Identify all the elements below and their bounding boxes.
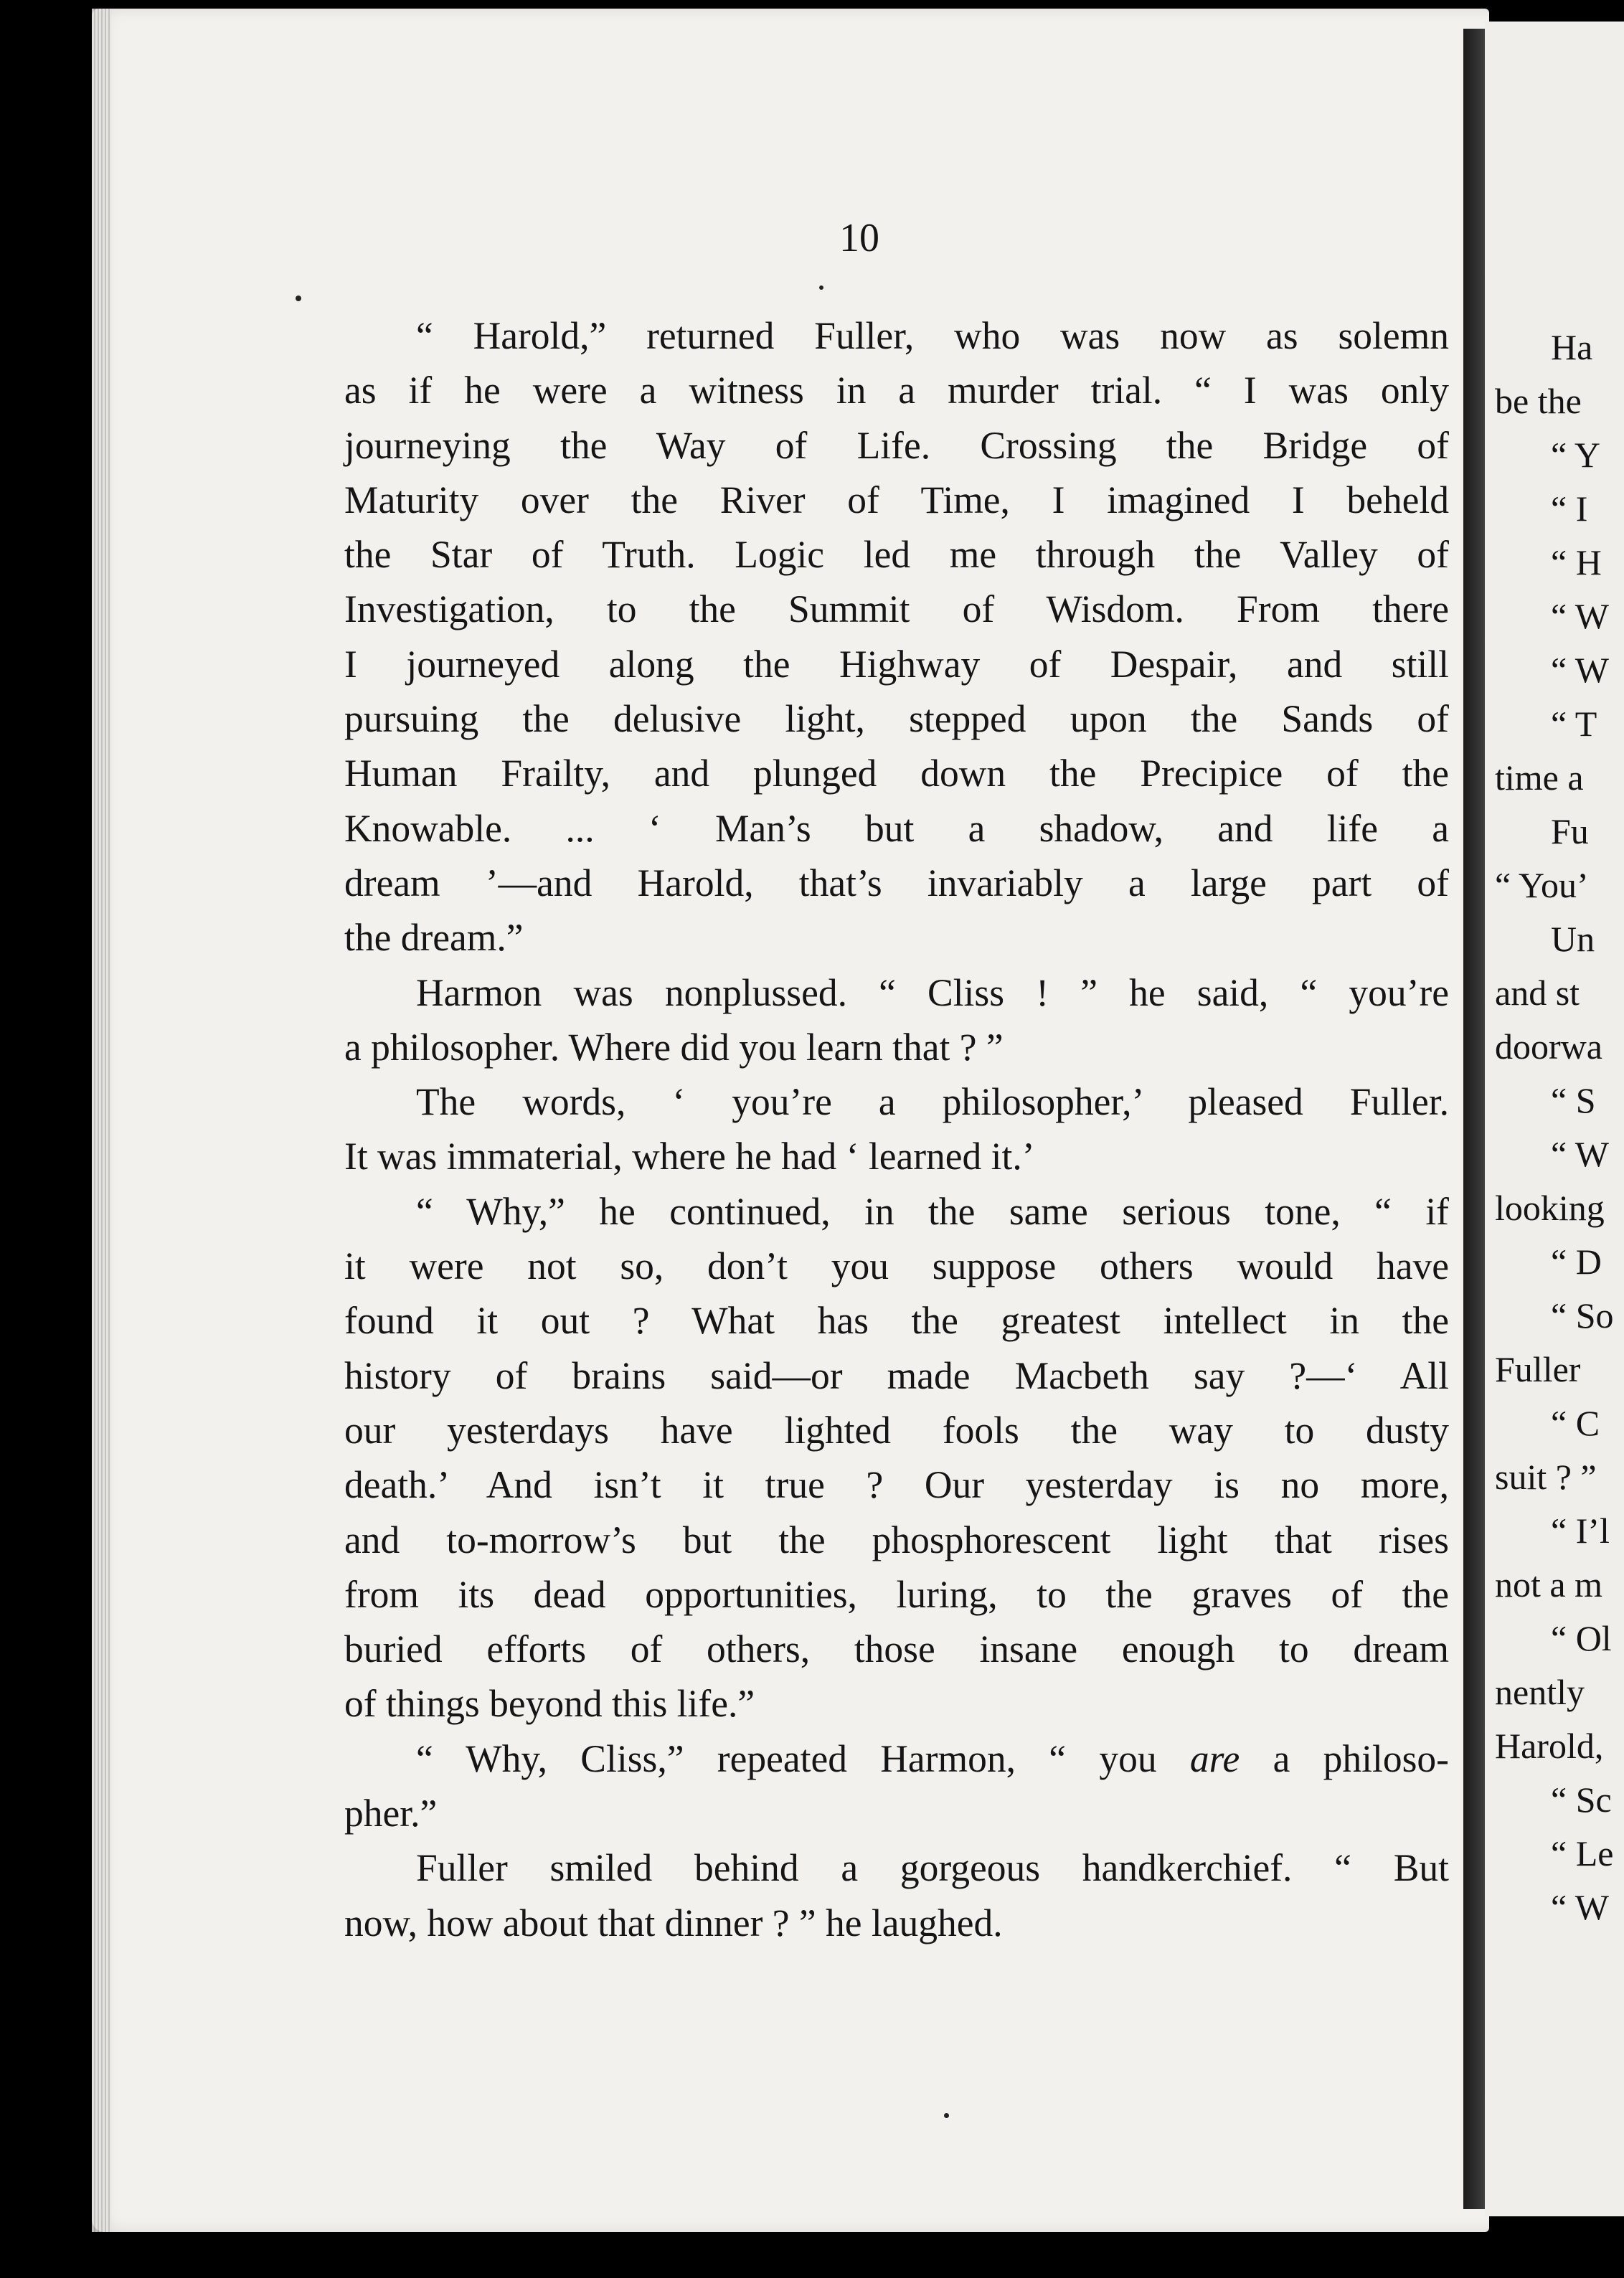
facing-page-line: “ T <box>1551 704 1597 744</box>
text-line: “ Why,” he continued, in the same serious tone, “ if <box>416 1189 1449 1233</box>
text-line: dream ’—and Harold, that’s invariably a large part of <box>344 861 1449 904</box>
text-line: Maturity over the River of Time, I imagined I beheld <box>344 478 1449 521</box>
print-speck <box>296 296 301 301</box>
facing-page-line: “ Y <box>1551 435 1600 475</box>
facing-page-line: “ I’l <box>1551 1511 1610 1551</box>
text-line: found it out ? What has the greatest intellect in the <box>344 1299 1449 1343</box>
facing-page-line: “ W <box>1551 650 1609 690</box>
text-line: from its dead opportunities, luring, to the graves of the <box>344 1572 1449 1616</box>
text-line: history of brains said—or made Macbeth say ?—‘ All <box>344 1353 1449 1397</box>
text-line: Knowable. ... ‘ Man’s but a shadow, and life a <box>344 806 1449 850</box>
print-speck <box>819 285 823 290</box>
text-line: Human Frailty, and plunged down the Precipice of the <box>344 752 1449 795</box>
text-line: The words, ‘ you’re a philosopher,’ pleased Fuller. <box>416 1080 1449 1124</box>
facing-page-line: Un <box>1551 919 1595 959</box>
facing-page-line: Fuller <box>1495 1349 1581 1389</box>
text-line: “ Harold,” returned Fuller, who was now as solemn <box>416 314 1449 357</box>
facing-page-line: suit ? ” <box>1495 1457 1597 1497</box>
facing-page-line: Fu <box>1551 811 1589 851</box>
facing-page-line: “ You’ <box>1495 865 1589 905</box>
emphasis-word: are <box>1189 1736 1240 1780</box>
text-line: Fuller smiled behind a gorgeous handkerchief. “ But <box>416 1846 1449 1890</box>
text-line: and to-morrow’s but the phosphorescent light that rises <box>344 1518 1449 1561</box>
text-line: pursuing the delusive light, stepped upon the Sands of <box>344 697 1449 741</box>
facing-page-line: Ha <box>1551 327 1593 367</box>
text-line: as if he were a witness in a murder trial. “ I was only <box>344 369 1449 412</box>
text-line: Harmon was nonplussed. “ Cliss ! ” he said, “ you’re <box>416 970 1449 1014</box>
facing-page-line: “ Le <box>1551 1833 1614 1873</box>
page-edge-stack <box>92 9 110 2232</box>
facing-page-line: Harold, <box>1495 1726 1604 1766</box>
facing-page-line: doorwa <box>1495 1026 1602 1067</box>
text-line: pher.” <box>344 1792 438 1835</box>
facing-page <box>1485 22 1624 2216</box>
text-fragment: a philoso- <box>1240 1736 1449 1780</box>
text-line: of things beyond this life.” <box>344 1682 755 1726</box>
facing-page-line: nently <box>1495 1672 1585 1712</box>
text-line: the dream.” <box>344 916 524 960</box>
text-line: it were not so, don’t you suppose others would have <box>344 1244 1449 1288</box>
facing-page-line: “ W <box>1551 1134 1609 1174</box>
page-number: 10 <box>839 216 879 260</box>
facing-page-line: “ Ol <box>1551 1618 1612 1658</box>
facing-page-line: “ W <box>1551 1887 1609 1927</box>
text-line: journeying the Way of Life. Crossing the Bridge of <box>344 423 1449 467</box>
facing-page-line: “ H <box>1551 542 1602 582</box>
facing-page-line: “ D <box>1551 1242 1602 1282</box>
facing-page-line: be the <box>1495 381 1582 421</box>
text-line: buried efforts of others, those insane enough to dream <box>344 1627 1449 1671</box>
facing-page-line: “ W <box>1551 596 1609 636</box>
text-line: a philosopher. Where did you learn that ? ” <box>344 1025 1004 1069</box>
facing-page-line: and st <box>1495 973 1580 1013</box>
text-line: I journeyed along the Highway of Despair, and still <box>344 642 1449 686</box>
facing-page-line: “ C <box>1551 1403 1600 1443</box>
facing-page-line: time a <box>1495 757 1584 798</box>
facing-page-line: “ Sc <box>1551 1780 1612 1820</box>
facing-page-line: not a m <box>1495 1564 1602 1604</box>
print-speck <box>944 2113 949 2118</box>
text-line: death.’ And isn’t it true ? Our yesterday is no more, <box>344 1463 1449 1507</box>
body-text <box>344 308 1449 1950</box>
facing-page-line: “ S <box>1551 1080 1596 1120</box>
text-line: the Star of Truth. Logic led me through the Valley of <box>344 533 1449 577</box>
facing-page-line: looking <box>1495 1188 1605 1228</box>
facing-page-line: “ I <box>1551 488 1588 529</box>
text-fragment: “ Why, Cliss,” repeated Harmon, “ you <box>416 1736 1190 1780</box>
text-line: Investigation, to the Summit of Wisdom. From there <box>344 587 1449 631</box>
text-line: It was immaterial, where he had ‘ learned it.’ <box>344 1135 1035 1178</box>
text-line: now, how about that dinner ? ” he laughed. <box>344 1901 1003 1944</box>
facing-page-line: “ So <box>1551 1295 1614 1336</box>
text-line <box>344 1731 1449 1786</box>
text-line: our yesterdays have lighted fools the way to dusty <box>344 1408 1449 1452</box>
